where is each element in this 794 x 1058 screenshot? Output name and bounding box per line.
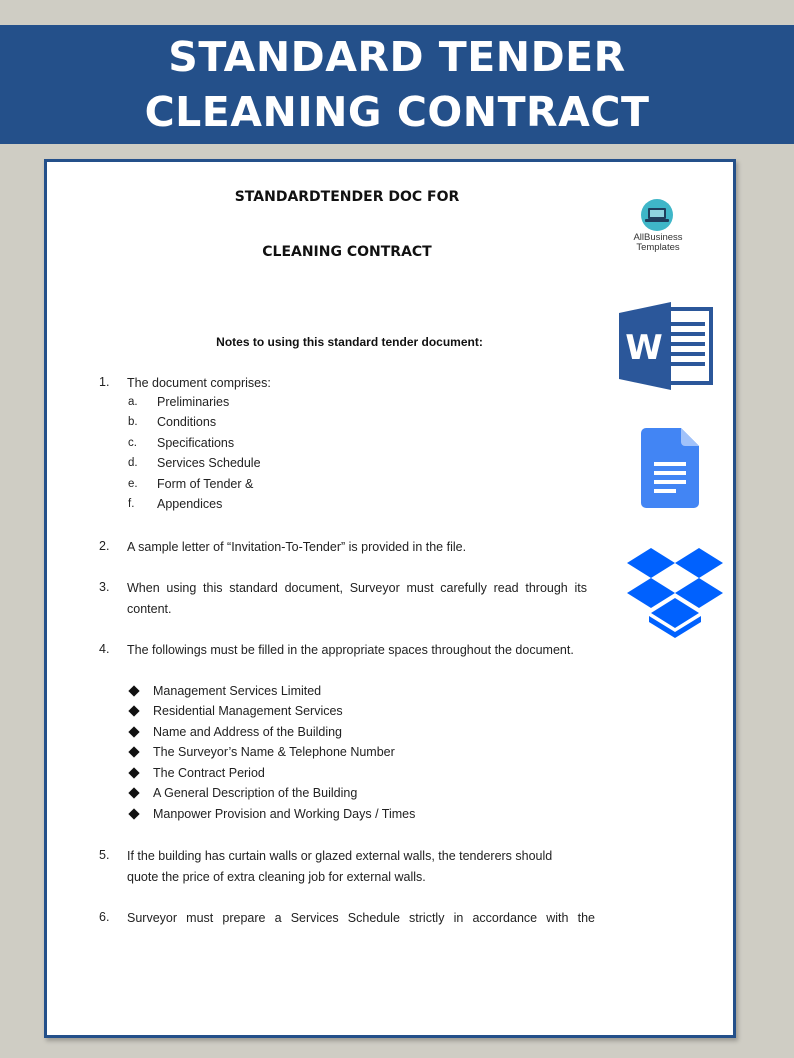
- item-text: When using this standard document, Surveyor must carefully read through its content.: [127, 581, 587, 616]
- bullet-text: Name and Address of the Building: [153, 725, 343, 739]
- item-number: 2.: [99, 539, 110, 553]
- allbusiness-logo-icon: [637, 198, 677, 234]
- diamond-bullet-icon: [128, 726, 139, 737]
- item-number: 1.: [99, 375, 110, 389]
- item-text: A sample letter of “Invitation-To-Tender” is provided in the file.: [127, 540, 467, 554]
- diamond-bullet-icon: [128, 787, 139, 798]
- subitem-letter: e.: [128, 478, 138, 490]
- item-text: The followings must be filled in the appropriate spaces throughout the document.: [127, 643, 574, 657]
- microsoft-word-icon: [619, 302, 713, 390]
- header-banner: [0, 25, 794, 144]
- bullet-text: Residential Management Services: [153, 704, 343, 718]
- item-number: 5.: [99, 848, 110, 862]
- subitem-text: Form of Tender &: [157, 477, 254, 491]
- subitem-letter: f.: [128, 498, 135, 510]
- subitem-text: Preliminaries: [157, 395, 230, 409]
- subitem-text: Conditions: [157, 415, 217, 429]
- item-text: If the building has curtain walls or glazed external walls, the tenderers should quote the price of extra cleaning job for external walls.: [127, 849, 553, 884]
- subitem-letter: c.: [128, 437, 137, 449]
- document-title-line1: STANDARDTENDER DOC FOR: [234, 189, 460, 205]
- subitem-letter: d.: [128, 457, 138, 469]
- item-number: 6.: [99, 910, 110, 924]
- subitem-letter: a.: [128, 396, 138, 408]
- item-text: The document comprises:: [127, 376, 271, 390]
- bullet-text: A General Description of the Building: [153, 786, 358, 800]
- banner-title-line1: STANDARD TENDER: [168, 32, 626, 81]
- document-page: [44, 159, 736, 1038]
- banner-title-line2: CLEANING CONTRACT: [144, 87, 650, 136]
- document-title-line2: CLEANING CONTRACT: [262, 244, 432, 260]
- bullet-text: Manpower Provision and Working Days / Times: [153, 807, 416, 821]
- item-text: Surveyor must prepare a Services Schedule strictly in accordance with the: [127, 911, 595, 925]
- diamond-bullet-icon: [128, 705, 139, 716]
- notes-heading: Notes to using this standard tender document:: [216, 335, 483, 349]
- google-docs-icon: [641, 428, 699, 508]
- item-number: 4.: [99, 642, 110, 656]
- diamond-bullet-icon: [128, 767, 139, 778]
- bullet-text: Management Services Limited: [153, 684, 322, 698]
- allbusiness-label-line1: AllBusiness: [633, 232, 683, 243]
- item-number: 3.: [99, 580, 110, 594]
- word-letter: W: [625, 328, 663, 368]
- bullet-text: The Surveyor’s Name & Telephone Number: [153, 745, 395, 759]
- allbusiness-label-line2: Templates: [636, 242, 680, 253]
- subitem-letter: b.: [128, 416, 138, 428]
- subitem-text: Services Schedule: [157, 456, 261, 470]
- diamond-bullet-icon: [128, 685, 139, 696]
- allbusiness-label: [625, 233, 691, 253]
- diamond-bullet-icon: [128, 808, 139, 819]
- diamond-bullet-icon: [128, 746, 139, 757]
- subitem-text: Appendices: [157, 497, 223, 511]
- subitem-text: Specifications: [157, 436, 235, 450]
- bullet-text: The Contract Period: [153, 766, 265, 780]
- dropbox-icon: [627, 548, 723, 640]
